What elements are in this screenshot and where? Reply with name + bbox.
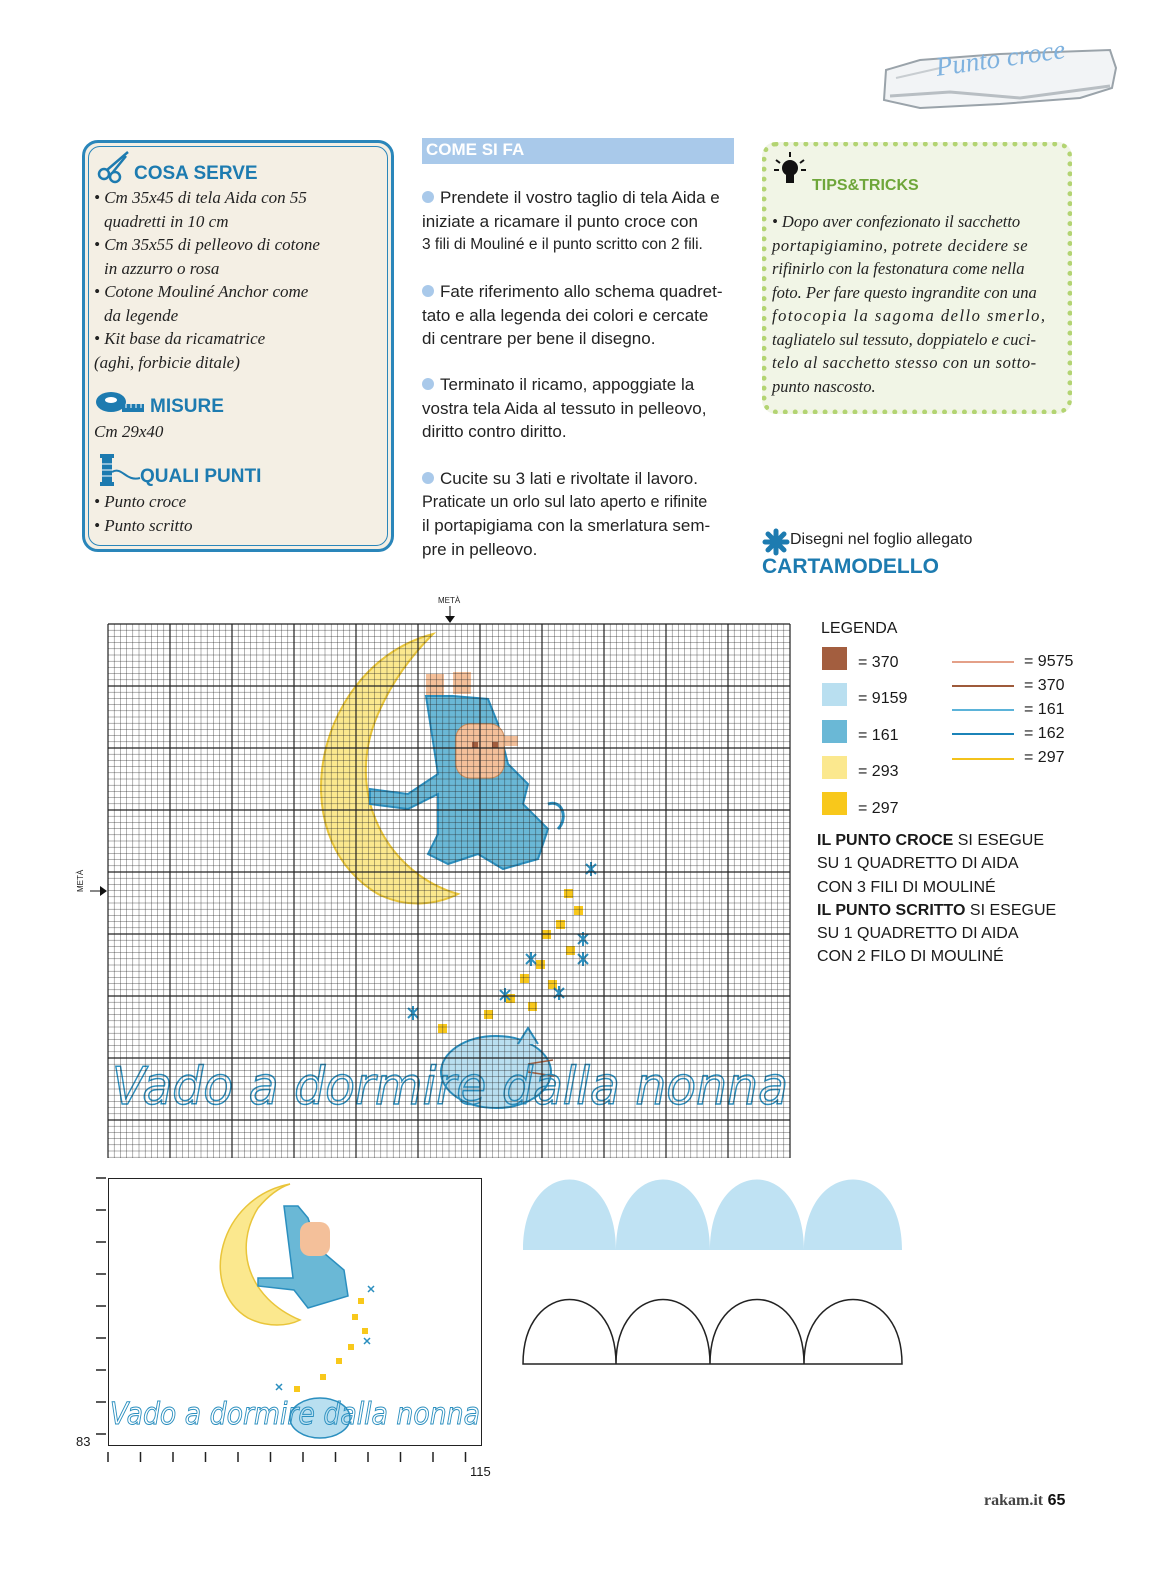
legend-line bbox=[952, 685, 1014, 687]
materials-item: da legende bbox=[104, 305, 179, 325]
legend-line bbox=[952, 758, 1014, 760]
tips-line: portapigiamino, potrete decidere se bbox=[772, 235, 1029, 255]
legend-swatch bbox=[822, 756, 847, 779]
stitch-note-line: CON 3 FILI DI MOULINÉ bbox=[817, 878, 996, 896]
footer-site: rakam.it bbox=[984, 1492, 1044, 1509]
stitches-title: QUALI PUNTI bbox=[140, 466, 262, 487]
tips-line: foto. Per fare questo ingrandite con una bbox=[772, 282, 1037, 302]
legend-label: = 161 bbox=[1024, 701, 1065, 718]
tips-line: rifinirlo con la festonatura come nella bbox=[772, 259, 1025, 278]
legend-label: = 297 bbox=[858, 800, 899, 817]
tips-line: • Dopo aver confezionato il sacchetto bbox=[772, 212, 1021, 231]
size-value: Cm 29x40 bbox=[94, 422, 164, 441]
legend-label: = 9159 bbox=[858, 690, 908, 707]
scissors-icon bbox=[96, 150, 132, 184]
stitch-note-line: SU 1 QUADRETTO DI AIDA bbox=[817, 855, 1019, 873]
page-number: 65 bbox=[1047, 1492, 1066, 1509]
instruction-step: Prendete il vostro taglio di tela Aida e iniziate a ricamare il punto croce con 3 fili di Mouliné e il punto scritto con 2 fili. bbox=[422, 188, 720, 253]
instructions-title: COME SI FA bbox=[426, 140, 525, 159]
stitch-note-line: CON 2 FILO DI MOULINÉ bbox=[817, 948, 1004, 966]
chart-script-text: Vado a dormire dalla nonna bbox=[112, 1057, 788, 1117]
materials-item: in azzurro o rosa bbox=[104, 258, 220, 278]
legend-swatch bbox=[822, 720, 847, 743]
stitches-item: • Punto croce bbox=[94, 492, 187, 511]
tape-measure-icon bbox=[94, 390, 146, 416]
legend-label: = 9575 bbox=[1024, 653, 1074, 670]
legend-swatch bbox=[822, 683, 847, 706]
preview-rows-label: 83 bbox=[76, 1434, 91, 1449]
size-title: MISURE bbox=[150, 396, 224, 417]
asterisk-flower-icon bbox=[762, 528, 790, 556]
scallop-template-filled bbox=[522, 1176, 904, 1254]
bullet-dot-icon bbox=[422, 472, 434, 484]
legend-label: = 297 bbox=[1024, 749, 1065, 766]
legend-line bbox=[952, 709, 1014, 711]
lightbulb-icon bbox=[772, 150, 808, 192]
stitches-item: • Punto scritto bbox=[94, 515, 193, 535]
legend-label: = 162 bbox=[1024, 725, 1065, 742]
stitch-note-line: IL PUNTO CROCE SI ESEGUE bbox=[817, 832, 1045, 849]
stitch-note-line: IL PUNTO SCRITTO SI ESEGUE bbox=[817, 901, 1057, 919]
legend-label: = 161 bbox=[858, 727, 899, 744]
materials-title: COSA SERVE bbox=[134, 163, 258, 184]
legend-swatch bbox=[822, 647, 847, 670]
tips-body bbox=[772, 210, 1047, 398]
header-tag-label: Punto croce bbox=[933, 34, 1067, 82]
star-trail-motif bbox=[438, 889, 583, 1033]
materials-item: • Cm 35x55 di pelleovo di cotone bbox=[94, 235, 320, 254]
materials-item: (aghi, forbicie ditale) bbox=[94, 352, 240, 372]
materials-item: quadretti in 10 cm bbox=[104, 211, 229, 231]
tips-title: TIPS&TRICKS bbox=[812, 177, 919, 194]
preview-image bbox=[108, 1178, 482, 1446]
page-footer bbox=[984, 1492, 1065, 1510]
stitches-list bbox=[94, 490, 193, 537]
bullet-dot-icon bbox=[422, 285, 434, 297]
center-column-label: METÀ bbox=[438, 596, 461, 605]
tips-line: punto nascosto. bbox=[772, 376, 876, 396]
materials-list bbox=[94, 186, 320, 374]
center-row-label: METÀ bbox=[76, 869, 85, 892]
instruction-step: Cucite su 3 lati e rivoltate il lavoro. Praticate un orlo sul lato aperto e rifinite il portapigiama con la smerlatura sem- pre in pelleovo. bbox=[422, 469, 711, 559]
thread-spool-icon bbox=[96, 452, 142, 488]
bullet-dot-icon bbox=[422, 191, 434, 203]
elf-motif bbox=[370, 672, 563, 869]
legend-swatch bbox=[822, 792, 847, 815]
scallop-template-outline bbox=[522, 1296, 904, 1366]
tips-line: tagliatelo sul tessuto, doppiatelo e cuci- bbox=[772, 329, 1036, 349]
cross-stitch-chart bbox=[108, 624, 790, 1158]
materials-item: • Cotone Mouliné Anchor come bbox=[94, 282, 309, 301]
materials-item: • Kit base da ricamatrice bbox=[94, 329, 266, 348]
legend-line bbox=[952, 661, 1014, 663]
arrow-down-icon bbox=[443, 606, 457, 624]
pattern-note-title: CARTAMODELLO bbox=[762, 555, 939, 578]
preview-script-text: Vado a dormire dalla nonna bbox=[110, 1397, 480, 1432]
arrow-right-icon bbox=[90, 884, 108, 898]
legend-title: LEGENDA bbox=[821, 620, 898, 637]
legend-label: = 370 bbox=[1024, 677, 1065, 694]
legend-label: = 370 bbox=[858, 654, 899, 671]
preview-cols-label: 115 bbox=[470, 1464, 491, 1479]
materials-item: • Cm 35x45 di tela Aida con 55 bbox=[94, 188, 307, 207]
instruction-step: Terminato il ricamo, appoggiate la vostra tela Aida al tessuto in pelleovo, diritto contro diritto. bbox=[422, 375, 707, 441]
bullet-dot-icon bbox=[422, 378, 434, 390]
legend-line bbox=[952, 733, 1014, 735]
instruction-step: Fate riferimento allo schema quadret- tato e alla legenda dei colori e cercate di centrare per bene il disegno. bbox=[422, 282, 723, 348]
tips-line: telo al sacchetto stesso con un sotto- bbox=[772, 353, 1037, 372]
tips-line: fotocopia la sagoma dello smerlo, bbox=[772, 306, 1047, 325]
pattern-note-line: Disegni nel foglio allegato bbox=[790, 531, 973, 548]
stitch-note bbox=[817, 829, 1056, 969]
legend-label: = 293 bbox=[858, 763, 899, 780]
stitch-note-line: SU 1 QUADRETTO DI AIDA bbox=[817, 925, 1019, 943]
